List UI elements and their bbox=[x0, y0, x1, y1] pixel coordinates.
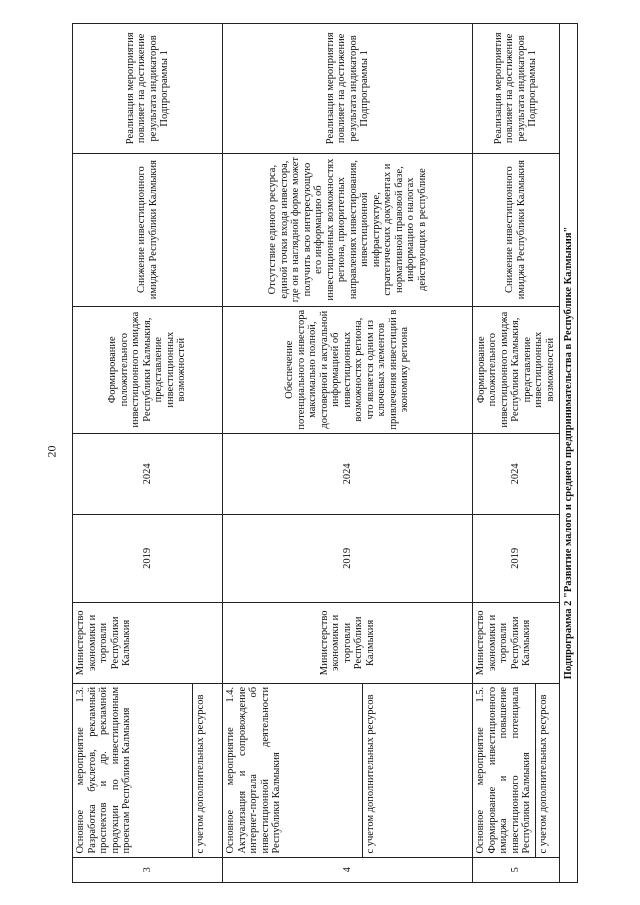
row-number: 3 bbox=[73, 857, 223, 882]
expected-result: Формирование положительного инвестиционного имиджа Республики Калмыкия, представление инвестиционных возможностей bbox=[73, 306, 223, 433]
table-row-5 bbox=[473, 24, 536, 883]
measure-name: Основное мероприятие 1.4. Актуализация и сопровождение интернет-портала об инвестиционной деятельности Республики Калмыкия bbox=[223, 683, 363, 857]
rotated-table-sheet bbox=[72, 23, 574, 883]
measure-sub-resources: с учетом дополнительных ресурсов bbox=[535, 683, 559, 857]
relation-to-indicators: Реализация мероприятия повлияет на достижение результата индикаторов Подпрограммы 1 bbox=[473, 24, 560, 154]
expected-result: Формирование положительного инвестиционного имиджа Республики Калмыкия, представление инвестиционных возможностей bbox=[473, 306, 560, 433]
row-number: 4 bbox=[223, 857, 473, 882]
row-number: 5 bbox=[473, 857, 560, 882]
table-row-4 bbox=[223, 24, 363, 883]
end-year: 2024 bbox=[223, 433, 473, 514]
non-implementation-consequences: Снижение инвестиционного имиджа Республики Калмыкия bbox=[473, 153, 560, 306]
executor: Министерство экономики и торговли Республики Калмыкия bbox=[73, 602, 223, 683]
measure-sub-resources: с учетом дополнительных ресурсов bbox=[193, 683, 223, 857]
measure-sub-resources: с учетом дополнительных ресурсов bbox=[363, 683, 473, 857]
executor: Министерство экономики и торговли Республики Калмыкия bbox=[223, 602, 473, 683]
page-number: 20 bbox=[44, 445, 59, 458]
program-measures-table bbox=[72, 23, 578, 883]
measure-name: Основное мероприятие 1.3. Разработка буклетов, рекламный проспектов и др. рекламной продукции по инвестиционным проектам Республики Калмыкия bbox=[73, 683, 193, 857]
subprogram-title: Подпрограмма 2 "Развитие малого и среднего предпринимательства в Республике Калмыкия" bbox=[559, 24, 578, 883]
expected-result: Обеспечение потенциального инвестора максимально полной, достоверной и актуальной информацией об инвестиционных возможностях региона, что является одним из ключевых элементов привлечения инвестиций в экономику региона bbox=[223, 306, 473, 433]
end-year: 2024 bbox=[73, 433, 223, 514]
start-year: 2019 bbox=[73, 514, 223, 602]
measure-name: Основное мероприятие 1.5. Формирование инвестиционного имиджа и повышение инвестиционного потенциала Республики Калмыкия bbox=[473, 683, 536, 857]
non-implementation-consequences: Отсутствие единого ресурса, единой точки входа инвестора, где он в наглядной форме может получить всю интересующую его информацию об инвестиционных возможностях региона, приоритетных направлениях инвестирования, инвестиционной инфраструктуре, стратегических документах и нормативной правовой базе, информацию о налогах действующих в республике bbox=[223, 153, 473, 306]
relation-to-indicators: Реализация мероприятия повлияет на достижение результата индикаторов Подпрограммы 1 bbox=[223, 24, 473, 154]
start-year: 2019 bbox=[473, 514, 560, 602]
end-year: 2024 bbox=[473, 433, 560, 514]
start-year: 2019 bbox=[223, 514, 473, 602]
non-implementation-consequences: Снижение инвестиционного имиджа Республики Калмыкия bbox=[73, 153, 223, 306]
executor: Министерство экономики и торговли Республики Калмыкия bbox=[473, 602, 560, 683]
subprogram-row bbox=[559, 24, 578, 883]
table-row-3 bbox=[73, 24, 193, 883]
relation-to-indicators: Реализация мероприятия повлияет на достижение результата индикаторов Подпрограммы 1 bbox=[73, 24, 223, 154]
